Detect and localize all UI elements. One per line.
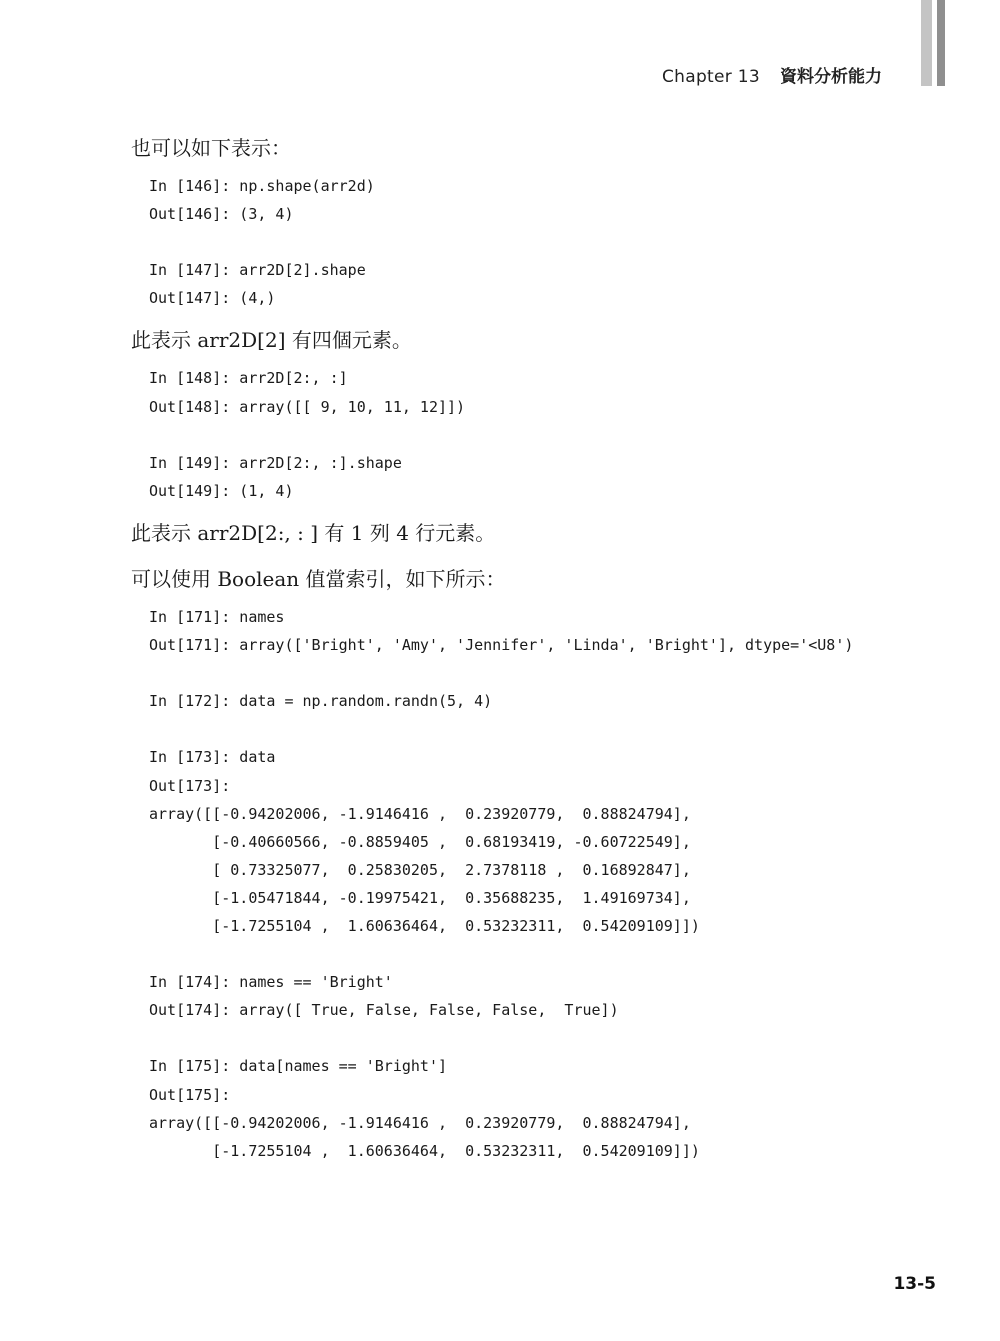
code-block-2: In [148]: arr2D[2:, :] Out[148]: array([[ 9, 10, 11, 12]]) In [149]: arr2D[2:, :].shape Out[149]: (1, 4) <box>149 369 466 500</box>
page-number: 13-5 <box>893 1274 936 1294</box>
chapter-label: Chapter 13 <box>661 67 760 87</box>
paragraph-4: 可以使用 Boolean 值當索引，如下所示： <box>131 566 506 591</box>
code-block-1: In [146]: np.shape(arr2d) Out[146]: (3, 4) In [147]: arr2D[2].shape Out[147]: (4,) <box>149 177 375 308</box>
header-decoration-bar-dark <box>937 0 945 86</box>
page-body <box>131 132 911 1165</box>
chapter-title: 資料分析能力 <box>780 67 882 87</box>
paragraph-2: 此表示 arr2D[2] 有四個元素。 <box>131 328 412 353</box>
code-block-3: In [171]: names Out[171]: array(['Bright', 'Amy', 'Jennifer', 'Linda', 'Bright'], dtype='<U8') In [172]: data = np.random.randn(5, 4) In [173]: data Out[173]: array([[-0.94202006, -1.9146416 , 0.23920779, 0.88824794], [-0.40660566, -0.8859405 , 0.68193419, -0.60722549], [ 0.73325077, 0.25830205, 2.7378118 , 0.16892847], [-1.05471844, -0.19975421, 0.35688235, 1.49169734], [-1.7255104 , 1.60636464, 0.53232311, 0.54209109]]) In [174]: names == 'Bright' Out[174]: array([ True, False, False, False, True]) In [175]: data[names == 'Bright'] Out[175]: array([[-0.94202006, -1.9146416 , 0.23920779, 0.88824794], [-1.7255104 , 1.60636464, 0.53232311, 0.54209109]]) <box>149 607 854 1160</box>
running-header <box>662 62 882 87</box>
paragraph-1: 也可以如下表示： <box>131 136 291 160</box>
header-decoration-bar-light <box>921 0 932 86</box>
paragraph-3: 此表示 arr2D[2:, : ] 有 1 列 4 行元素。 <box>131 520 496 545</box>
